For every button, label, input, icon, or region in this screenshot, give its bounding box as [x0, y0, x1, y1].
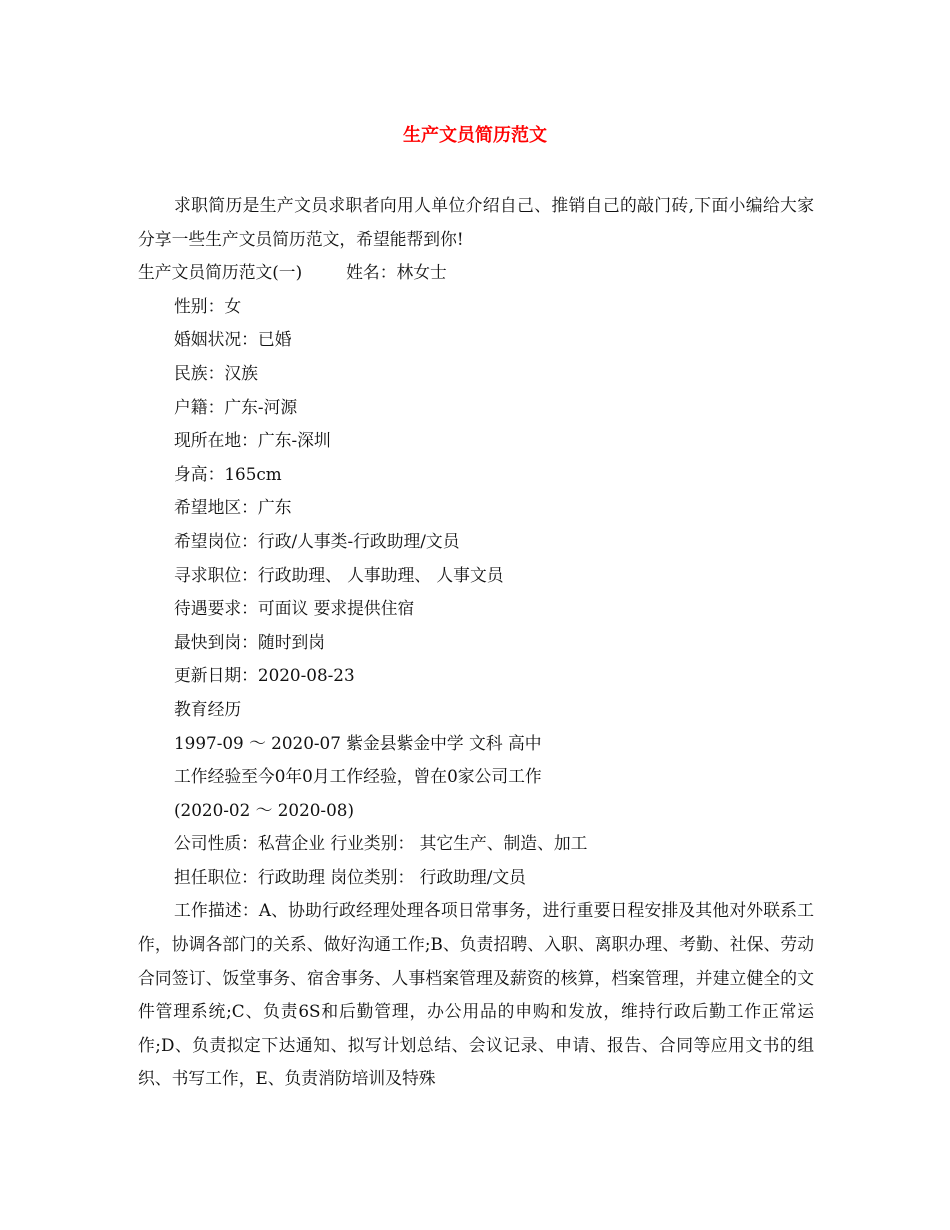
- work-description-paragraph: 工作描述：A、协助行政经理处理各项日常事务，进行重要日程安排及其他对外联系工作，协调各部门的关系、做好沟通工作;B、负责招聘、入职、离职办理、考勤、社保、劳动合同签订、饭堂事务、宿舍事务、人事档案管理及薪资的核算，档案管理，并建立健全的文件管理系统;C、负责6S和后勤管理，办公用品的申购和发放，维持行政后勤工作正常运作;D、负责拟定下达通知、拟写计划总结、会议记录、申请、报告、合同等应用文书的组织、书写工作，E、负责消防培训及特殊: [138, 900, 814, 1089]
- work-period: (2020-02 ～ 2020-08): [174, 799, 355, 820]
- work-experience-summary: 工作经验至今0年0月工作经验，曾在0家公司工作: [174, 766, 542, 787]
- field-update-date: 更新日期：2020-08-23: [174, 665, 355, 686]
- field-marital-status: 婚姻状况：已婚: [174, 329, 292, 350]
- field-salary-requirement: 待遇要求：可面议 要求提供住宿: [174, 598, 415, 619]
- field-ethnicity: 民族：汉族: [174, 362, 258, 383]
- company-type: 公司性质：私营企业 行业类别： 其它生产、制造、加工: [174, 833, 588, 854]
- document-title: 生产文员简历范文: [403, 125, 547, 146]
- field-desired-region: 希望地区：广东: [174, 497, 292, 518]
- name-field: 姓名：林女士: [346, 262, 447, 283]
- field-gender: 性别：女: [174, 295, 242, 316]
- section-education: 教育经历: [174, 698, 242, 719]
- job-title: 担任职位：行政助理 岗位类别： 行政助理/文员: [174, 866, 526, 887]
- field-household-registration: 户籍：广东-河源: [174, 396, 298, 417]
- field-desired-position: 希望岗位：行政/人事类-行政助理/文员: [174, 530, 460, 551]
- field-height: 身高：165cm: [174, 463, 282, 484]
- education-entry: 1997-09 ～ 2020-07 紫金县紫金中学 文科 高中: [174, 732, 542, 753]
- sample-heading: 生产文员简历范文(一): [138, 262, 303, 283]
- field-sought-job: 寻求职位：行政助理、 人事助理、 人事文员: [174, 564, 504, 585]
- intro-paragraph: 求职简历是生产文员求职者向用人单位介绍自己、推销自己的敲门砖,下面小编给大家分享一些生产文员简历范文，希望能帮到你!: [138, 195, 814, 249]
- field-current-location: 现所在地：广东-深圳: [174, 430, 331, 451]
- field-availability: 最快到岗：随时到岗: [174, 631, 326, 652]
- document-body: [138, 189, 814, 1096]
- sample-heading-line: [138, 256, 814, 290]
